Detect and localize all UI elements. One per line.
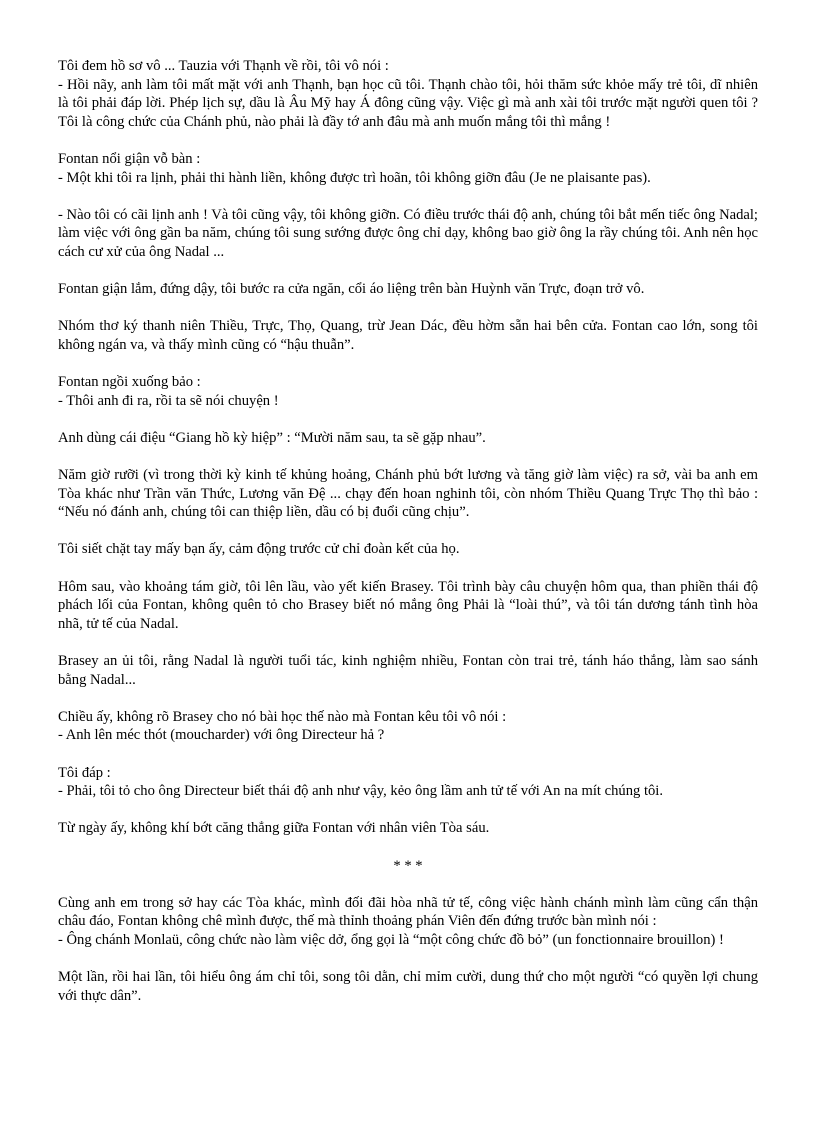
text-line: Tôi đáp : bbox=[58, 764, 111, 781]
text-line: Fontan ngồi xuống bảo : bbox=[58, 374, 201, 391]
text-line: - Hồi nãy, anh làm tôi mất mặt với anh Thạnh, bạn học cũ tôi. Thạnh chào tôi, hỏi thăm sức khỏe mấy trẻ tôi, dĩ nhiên là tôi phải đáp lời. Phép lịch sự, dầu là Âu Mỹ hay Á đông cũng vậy. Việc gì mà anh xài tôi trước mặt người quen tôi ? Tôi là công chức của Chánh phủ, nào phải là đầy tớ anh đâu mà anh muốn mắng tôi thì mắng ! bbox=[58, 76, 758, 130]
text-line: - Nào tôi có cãi lịnh anh ! Và tôi cũng vậy, tôi không giỡn. Có điều trước thái độ anh, chúng tôi bắt mến tiếc ông Nadal; làm việc với ông gần ba năm, chúng tôi sung sướng được ông chỉ dạy, không bao giờ ông la rầy chúng tôi. Anh nên học cách cư xử của ông Nadal ... bbox=[58, 206, 758, 260]
paragraph bbox=[58, 206, 758, 262]
paragraph bbox=[58, 150, 758, 187]
text-line: Tôi siết chặt tay mấy bạn ấy, cảm động trước cử chỉ đoàn kết của họ. bbox=[58, 541, 460, 558]
paragraph bbox=[58, 57, 758, 131]
text-line: Tôi đem hồ sơ vô ... Tauzia với Thạnh về rồi, tôi vô nói : bbox=[58, 58, 389, 74]
text-line: Từ ngày ấy, không khí bớt căng thẳng giữa Fontan với nhân viên Tòa sáu. bbox=[58, 820, 490, 837]
text-line: Năm giờ rưỡi (vì trong thời kỳ kinh tế khủng hoảng, Chánh phủ bớt lương và tăng giờ làm việc) ra sở, vài ba anh em Tòa khác như Trần văn Thức, Lương văn Đệ ... chạy đến hoan nghinh tôi, còn nhóm Thiều Quang Trực Thọ thì bảo : “Nếu nó đánh anh, chúng tôi can thiệp liền, dầu có bị đuổi cũng chịu”. bbox=[58, 467, 758, 521]
paragraph bbox=[58, 968, 758, 1005]
paragraph bbox=[58, 317, 758, 354]
paragraph bbox=[58, 280, 758, 299]
paragraph bbox=[58, 708, 758, 745]
text-line: - Anh lên méc thót (moucharder) với ông Directeur hả ? bbox=[58, 727, 385, 744]
paragraph bbox=[58, 819, 758, 838]
text-line: - Một khi tôi ra lịnh, phải thi hành liền, không được trì hoãn, tôi không giỡn đâu (Je ne plaisante pas). bbox=[58, 169, 651, 186]
paragraph bbox=[58, 373, 758, 410]
paragraph bbox=[58, 894, 758, 950]
text-line: Nhóm thơ ký thanh niên Thiều, Trực, Thọ, Quang, trừ Jean Dác, đều hờm sẵn hai bên cửa. Fontan cao lớn, song tôi không ngán va, và thấy mình cũng có “hậu thuẫn”. bbox=[58, 318, 758, 353]
text-line: - Ông chánh Monlaü, công chức nào làm việc dở, ổng gọi là “một công chức đồ bỏ” (un fonctionnaire brouillon) ! bbox=[58, 931, 724, 948]
text-line: Fontan giận lắm, đứng dậy, tôi bước ra cửa ngăn, cổi áo liệng trên bàn Huỳnh văn Trực, đoạn trở vô. bbox=[58, 281, 645, 298]
text-line: Anh dùng cái điệu “Giang hồ kỳ hiệp” : “Mười năm sau, ta sẽ gặp nhau”. bbox=[58, 429, 486, 446]
text-line: Cùng anh em trong sở hay các Tòa khác, mình đối đãi hòa nhã tử tế, công việc hành chánh mình làm cũng cẩn thận châu đáo, Fontan không chê mình được, thế mà thỉnh thoảng phán Viên đến đứng trước bàn mình nói : bbox=[58, 894, 758, 930]
text-line: Một lần, rồi hai lần, tôi hiểu ông ám chỉ tôi, song tôi dằn, chỉ mỉm cười, dung thứ cho một người “có quyền lợi chung với thực dân”. bbox=[58, 969, 758, 1004]
paragraph bbox=[58, 429, 758, 448]
paragraph bbox=[58, 578, 758, 634]
paragraph bbox=[58, 652, 758, 689]
text-line: - Thôi anh đi ra, rồi ta sẽ nói chuyện ! bbox=[58, 392, 279, 409]
paragraph bbox=[58, 466, 758, 522]
text-line: Brasey an ủi tôi, rằng Nadal là người tuổi tác, kinh nghiệm nhiều, Fontan còn trai trẻ, tánh háo thắng, làm sao sánh bằng Nadal... bbox=[58, 653, 758, 688]
section-divider: * * * bbox=[393, 857, 423, 874]
text-line: Chiều ấy, không rõ Brasey cho nó bài học thế nào mà Fontan kêu tôi vô nói : bbox=[58, 708, 507, 725]
text-line: Fontan nổi giận vỗ bàn : bbox=[58, 150, 201, 167]
text-line: Hôm sau, vào khoảng tám giờ, tôi lên lầu, vào yết kiến Brasey. Tôi trình bày câu chuyện hôm qua, than phiền thái độ phách lối của Fontan, không quên tỏ cho Brasey biết nó mắng ông Phải là “loài thú”, và tôi tán dương tánh tình hòa nhã, tử tế của Nadal. bbox=[58, 578, 758, 632]
text-line: - Phải, tôi tỏ cho ông Directeur biết thái độ anh như vậy, kẻo ông lầm anh tử tế với An na mít chúng tôi. bbox=[58, 783, 664, 800]
paragraph bbox=[58, 764, 758, 801]
paragraph bbox=[58, 540, 758, 559]
